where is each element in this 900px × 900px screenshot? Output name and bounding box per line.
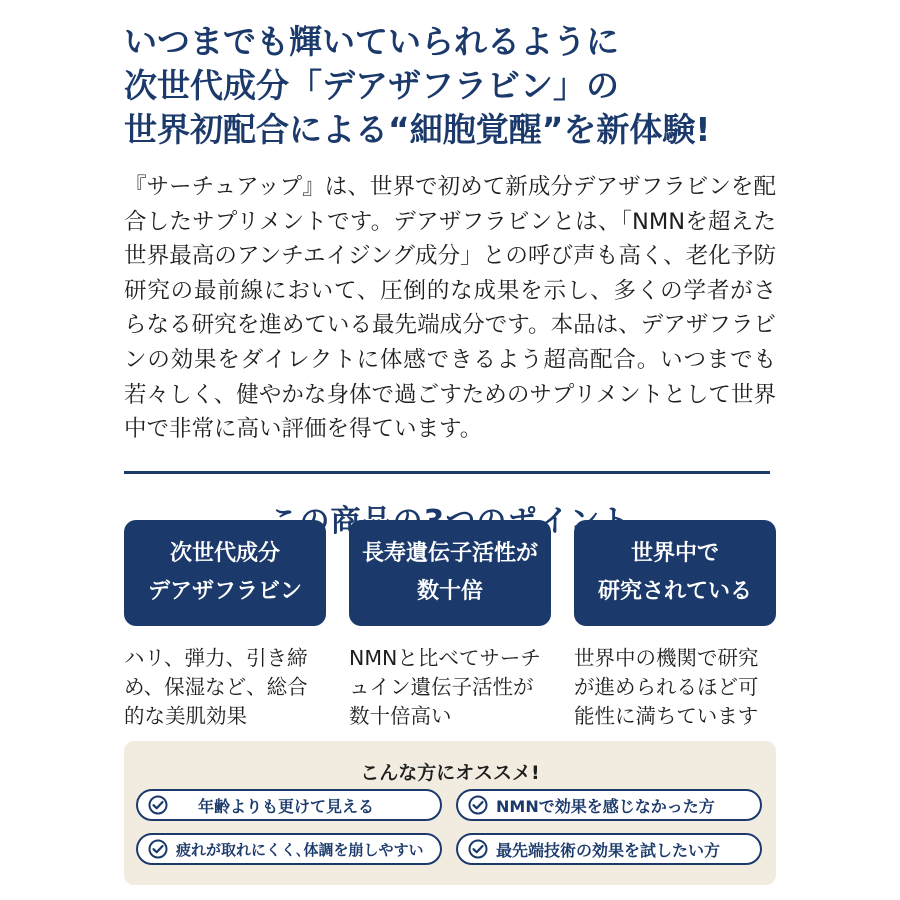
recommend-item-3: [136, 833, 442, 865]
point-card-3: [574, 520, 776, 731]
point-badge-line-2: 研究されている: [597, 579, 752, 604]
recommend-item-label: NMNで効果を感じなかった方: [496, 796, 715, 816]
headline-line-1: いつまでも輝いていられるように: [124, 22, 619, 61]
point-badge-line-1: 次世代成分: [169, 541, 280, 566]
headline-line-3: 世界初配合による“細胞覚醒”を新体験!: [124, 110, 711, 149]
check-circle-icon: [468, 839, 488, 859]
check-circle-icon: [468, 795, 488, 815]
point-badge-line-2: デアザフラビン: [147, 579, 302, 604]
headline-line-2: 次世代成分「デアザフラビン」の: [124, 66, 619, 105]
recommend-item-2: [456, 789, 762, 821]
headline: [124, 20, 776, 152]
point-badge: [574, 520, 776, 626]
point-description: ハリ、弾力、引き締め、保湿など、総合的な美肌効果: [124, 646, 308, 728]
point-card-2: [349, 520, 551, 731]
check-circle-icon: [148, 795, 168, 815]
point-badge: [349, 520, 551, 626]
point-badge-line-1: 世界中で: [630, 541, 719, 566]
point-card-1: [124, 520, 326, 731]
recommend-title: こんな方にオススメ!: [360, 762, 540, 784]
main-content: [124, 0, 776, 540]
point-badge: [124, 520, 326, 626]
point-description: NMNと比べてサーチュイン遺伝子活性が数十倍高い: [349, 646, 541, 728]
point-description: 世界中の機関で研究が進められるほど可能性に満ちています: [574, 646, 759, 728]
recommend-item-label: 疲れが取れにくく､体調を崩しやすい: [176, 840, 424, 859]
points-row: [124, 520, 776, 731]
description-paragraph: 『サーチュアップ』は、世界で初めて新成分デアザフラビンを配合したサプリメントです。デアザフラビンとは、「NMNを超えた世界最高のアンチエイジング成分」との呼び声も高く、老化予防研究の最前線において、圧倒的な成果を示し、多くの学者がさらなる研究を進めている最先端成分です。本品は、デアザフラビンの効果をダイレクトに体感できるよう超高配合。いつまでも若々しく、健やかな身体で過ごすためのサプリメントとして世界中で非常に高い評価を得ています。: [124, 174, 776, 443]
recommend-item-4: [456, 833, 762, 865]
recommend-item-1: [136, 789, 442, 821]
recommend-panel: [124, 741, 776, 885]
recommend-item-label: 最先端技術の効果を試したい方: [496, 840, 721, 860]
check-circle-icon: [148, 839, 168, 859]
point-badge-line-1: 長寿遺伝子活性が: [361, 541, 538, 566]
recommend-item-label: 年齢よりも更けて見える: [198, 796, 375, 816]
point-badge-line-2: 数十倍: [416, 579, 483, 604]
section-divider: [124, 471, 770, 474]
